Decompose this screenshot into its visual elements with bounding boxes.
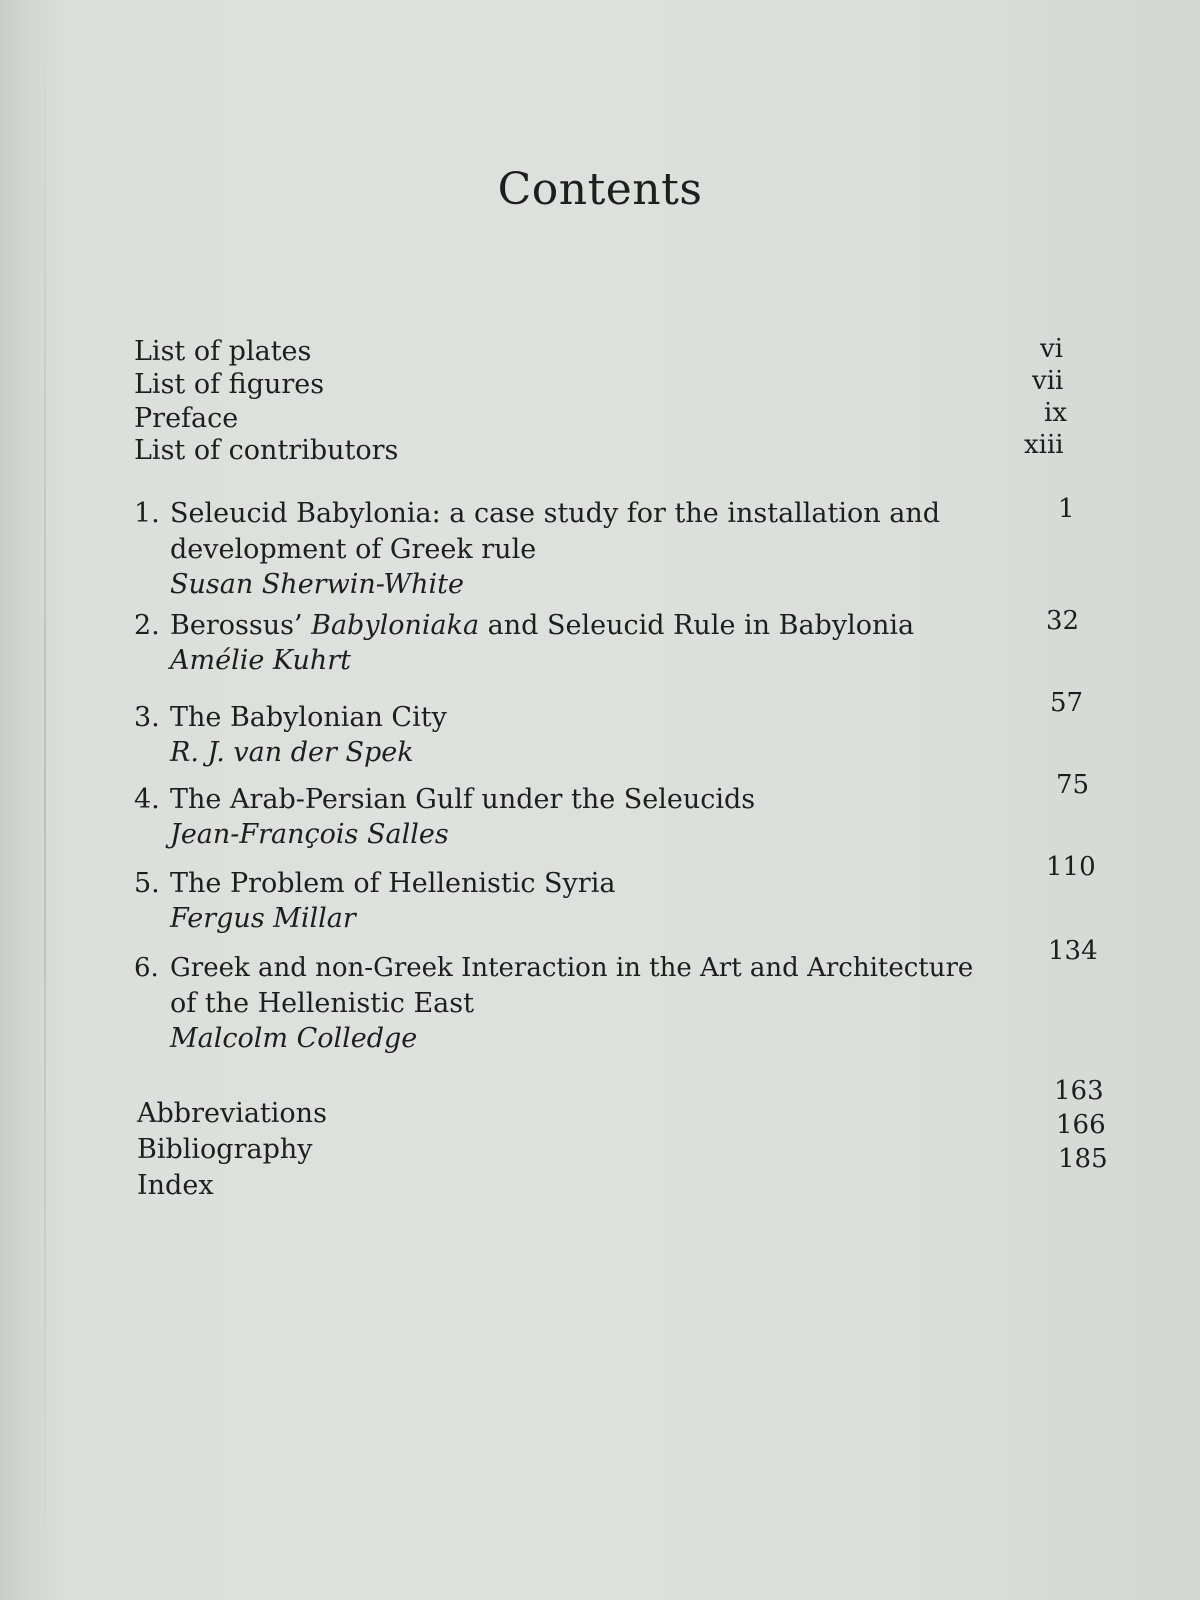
chapter-1-page: 1 bbox=[1058, 494, 1075, 524]
chapter-author: Fergus Millar bbox=[170, 903, 356, 934]
chapter-author: Susan Sherwin-White bbox=[170, 569, 464, 600]
chapter-3-page: 57 bbox=[1050, 688, 1084, 718]
chapter-number: 3. bbox=[134, 702, 160, 733]
front-item-preface-page: ix bbox=[1044, 398, 1067, 428]
page-title: Contents bbox=[497, 164, 703, 215]
page-gutter-shadow bbox=[44, 0, 46, 1600]
chapter-number: 2. bbox=[134, 610, 160, 641]
back-item-index-page: 185 bbox=[1058, 1144, 1108, 1174]
chapter-number: 5. bbox=[134, 868, 160, 899]
chapter-number: 1. bbox=[134, 498, 160, 529]
chapter-title-italic: Babyloniaka bbox=[311, 610, 480, 641]
front-item-figures-page: vii bbox=[1032, 366, 1064, 396]
chapter-title-continued: of the Hellenistic East bbox=[170, 988, 474, 1019]
chapter-6 bbox=[134, 950, 1034, 1056]
chapter-6-page: 134 bbox=[1048, 936, 1098, 966]
back-item-index-label: Index bbox=[137, 1170, 214, 1201]
chapter-title-post: and Seleucid Rule in Babylonia bbox=[479, 610, 915, 641]
front-item-figures-label: List of figures bbox=[134, 369, 325, 400]
chapter-3 bbox=[134, 700, 1034, 770]
chapter-2 bbox=[134, 608, 1034, 678]
chapter-author: Malcolm Colledge bbox=[170, 1023, 418, 1054]
front-item-contributors-page: xiii bbox=[1024, 430, 1064, 460]
chapter-title-continued: development of Greek rule bbox=[170, 534, 537, 565]
back-item-abbreviations-page: 163 bbox=[1054, 1076, 1104, 1106]
chapter-title: Seleucid Babylonia: a case study for the installation and bbox=[170, 498, 941, 529]
back-item-abbreviations-label: Abbreviations bbox=[137, 1098, 327, 1129]
chapter-title: The Arab-Persian Gulf under the Seleucids bbox=[170, 784, 756, 815]
chapter-4-page: 75 bbox=[1056, 770, 1090, 800]
front-item-contributors-label: List of contributors bbox=[134, 435, 399, 466]
front-item-plates-label: List of plates bbox=[134, 336, 312, 367]
chapter-2-page: 32 bbox=[1046, 606, 1080, 636]
chapter-title-pre: Berossus’ bbox=[170, 610, 312, 641]
back-item-bibliography-label: Bibliography bbox=[137, 1134, 313, 1165]
chapter-number: 4. bbox=[134, 784, 160, 815]
chapter-title: Greek and non-Greek Interaction in the Art and Architecture bbox=[170, 953, 974, 983]
chapter-title: The Babylonian City bbox=[170, 702, 447, 733]
front-item-preface-label: Preface bbox=[134, 403, 239, 434]
front-item-plates-page: vi bbox=[1040, 334, 1064, 364]
chapter-5-page: 110 bbox=[1046, 852, 1096, 882]
back-item-bibliography-page: 166 bbox=[1056, 1110, 1106, 1140]
chapter-title: The Problem of Hellenistic Syria bbox=[170, 868, 616, 899]
chapter-1 bbox=[134, 496, 1034, 602]
chapter-5 bbox=[134, 866, 1034, 936]
chapter-4 bbox=[134, 782, 1034, 852]
chapter-author: Amélie Kuhrt bbox=[170, 645, 352, 676]
chapter-author: Jean-François Salles bbox=[170, 819, 449, 850]
chapter-number: 6. bbox=[134, 953, 159, 983]
chapter-author: R. J. van der Spek bbox=[170, 737, 414, 768]
